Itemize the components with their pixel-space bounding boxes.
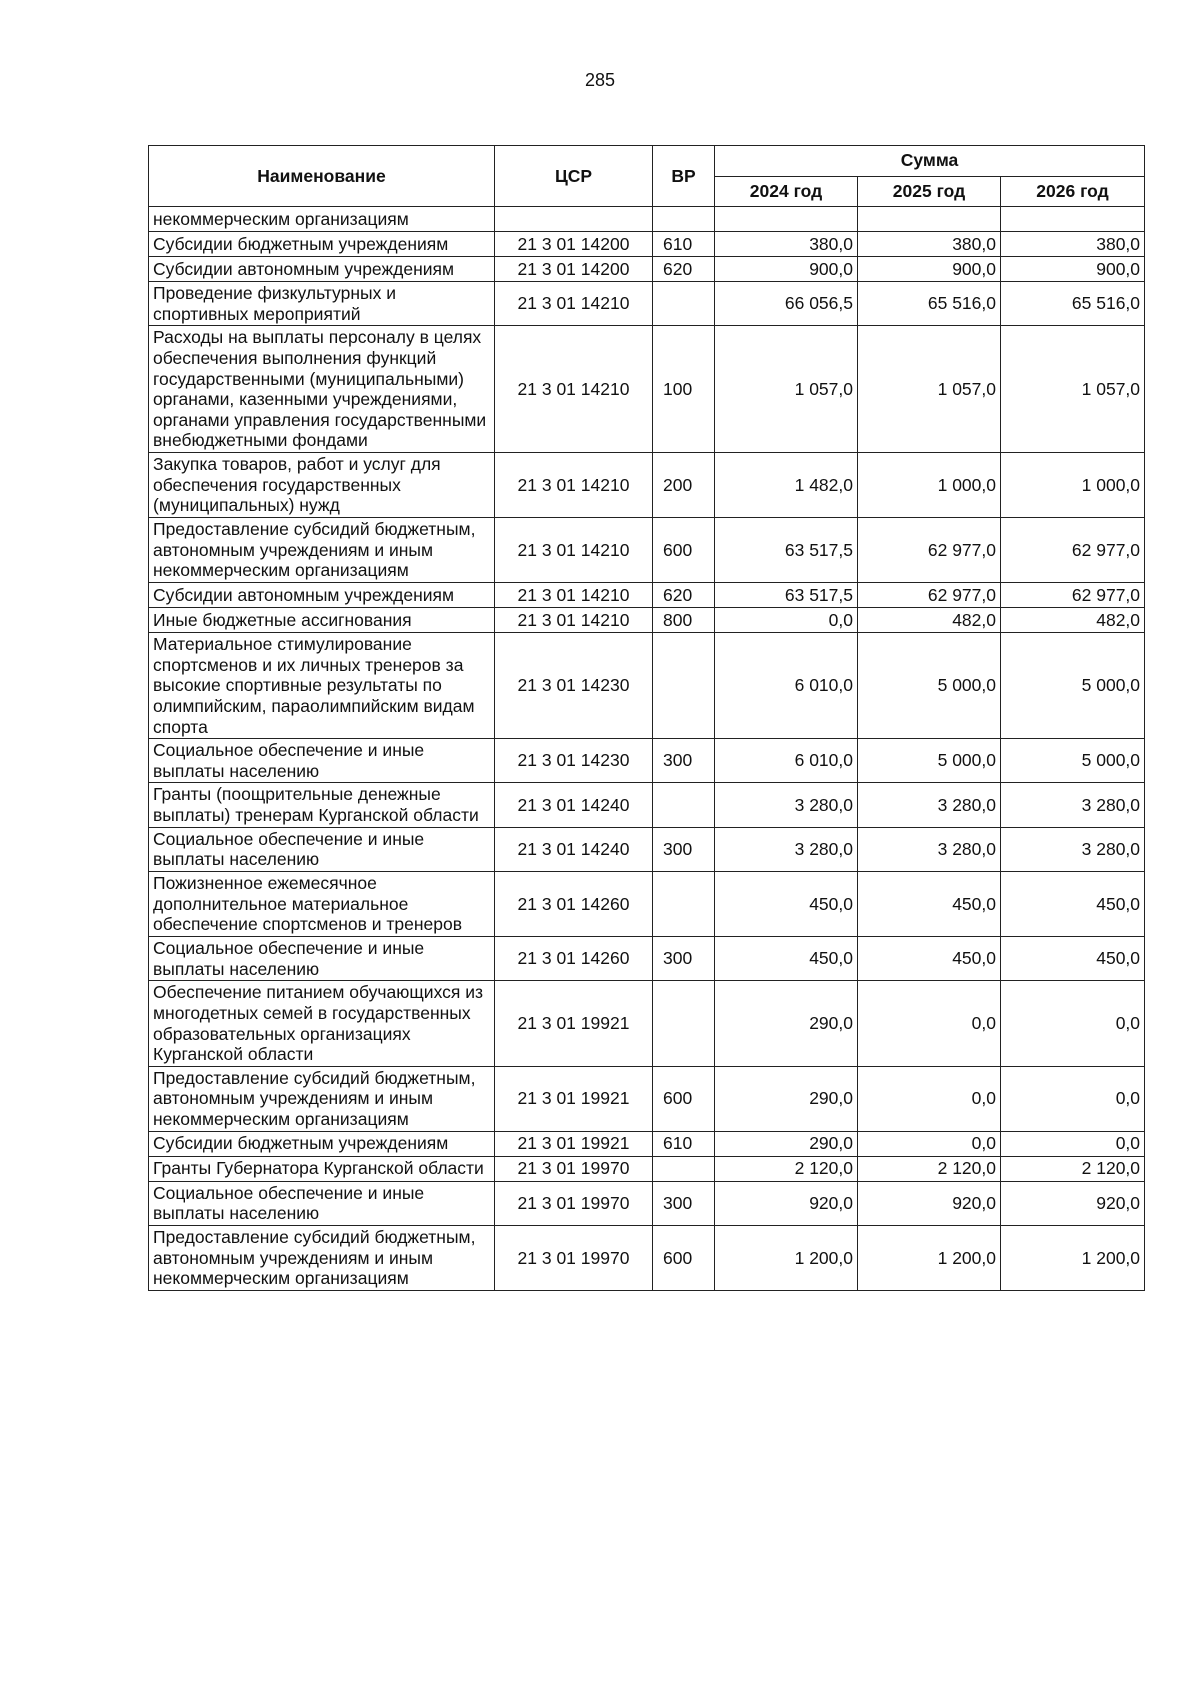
table-row [149, 827, 1145, 871]
cell-vr [653, 981, 715, 1067]
cell-2026: 0,0 [1001, 1066, 1145, 1131]
cell-vr: 600 [653, 1225, 715, 1290]
cell-2025: 0,0 [858, 1131, 1001, 1156]
cell-csr: 21 3 01 19921 [495, 981, 653, 1067]
cell-csr: 21 3 01 14260 [495, 936, 653, 980]
header-sum: Сумма [715, 146, 1145, 177]
cell-2025: 1 000,0 [858, 453, 1001, 518]
cell-csr: 21 3 01 14240 [495, 827, 653, 871]
table-row [149, 607, 1145, 632]
table-row [149, 257, 1145, 282]
cell-2024: 63 517,5 [715, 582, 858, 607]
cell-2024: 290,0 [715, 1131, 858, 1156]
table-row [149, 632, 1145, 738]
cell-vr: 600 [653, 518, 715, 583]
cell-csr: 21 3 01 14200 [495, 257, 653, 282]
header-vr: ВР [653, 146, 715, 207]
table-row [149, 282, 1145, 326]
cell-name: некоммерческим организациям [149, 207, 495, 232]
cell-vr: 300 [653, 739, 715, 783]
cell-2026: 3 280,0 [1001, 827, 1145, 871]
cell-name: Проведение физкультурных и спортивных мероприятий [149, 282, 495, 326]
cell-name: Обеспечение питанием обучающихся из многодетных семей в государственных образовательных организациях Курганской области [149, 981, 495, 1067]
table-row [149, 518, 1145, 583]
cell-2026: 5 000,0 [1001, 739, 1145, 783]
cell-2026: 2 120,0 [1001, 1156, 1145, 1181]
cell-vr [653, 1156, 715, 1181]
cell-2026 [1001, 207, 1145, 232]
table-header [149, 146, 1145, 207]
cell-2026: 450,0 [1001, 936, 1145, 980]
cell-vr [653, 872, 715, 937]
cell-2025: 3 280,0 [858, 783, 1001, 827]
cell-2026: 0,0 [1001, 1131, 1145, 1156]
header-year-2025: 2025 год [858, 176, 1001, 207]
cell-2024: 290,0 [715, 981, 858, 1067]
cell-name: Предоставление субсидий бюджетным, автономным учреждениям и иным некоммерческим организациям [149, 1225, 495, 1290]
cell-2025 [858, 207, 1001, 232]
cell-name: Социальное обеспечение и иные выплаты населению [149, 936, 495, 980]
cell-2024: 450,0 [715, 872, 858, 937]
cell-2025: 450,0 [858, 936, 1001, 980]
cell-2025: 1 057,0 [858, 326, 1001, 453]
table-row [149, 872, 1145, 937]
cell-name: Социальное обеспечение и иные выплаты населению [149, 1181, 495, 1225]
header-year-2024: 2024 год [715, 176, 858, 207]
cell-vr: 600 [653, 1066, 715, 1131]
cell-2025: 5 000,0 [858, 632, 1001, 738]
cell-vr [653, 207, 715, 232]
cell-2024: 290,0 [715, 1066, 858, 1131]
table-row [149, 1181, 1145, 1225]
cell-csr: 21 3 01 14210 [495, 582, 653, 607]
cell-csr: 21 3 01 14200 [495, 232, 653, 257]
cell-csr: 21 3 01 14230 [495, 739, 653, 783]
table-row [149, 582, 1145, 607]
table-row [149, 1225, 1145, 1290]
table-row [149, 232, 1145, 257]
cell-2026: 65 516,0 [1001, 282, 1145, 326]
cell-csr: 21 3 01 14210 [495, 518, 653, 583]
table-row [149, 783, 1145, 827]
cell-name: Предоставление субсидий бюджетным, автономным учреждениям и иным некоммерческим организациям [149, 1066, 495, 1131]
cell-2024 [715, 207, 858, 232]
cell-vr: 100 [653, 326, 715, 453]
cell-2026: 920,0 [1001, 1181, 1145, 1225]
cell-2025: 1 200,0 [858, 1225, 1001, 1290]
cell-csr: 21 3 01 19970 [495, 1181, 653, 1225]
cell-2025: 0,0 [858, 1066, 1001, 1131]
cell-2026: 0,0 [1001, 981, 1145, 1067]
cell-name: Субсидии бюджетным учреждениям [149, 1131, 495, 1156]
cell-2024: 0,0 [715, 607, 858, 632]
table-row [149, 1131, 1145, 1156]
table-row [149, 936, 1145, 980]
table-body [149, 207, 1145, 1291]
cell-csr: 21 3 01 19921 [495, 1131, 653, 1156]
cell-vr [653, 783, 715, 827]
cell-2026: 482,0 [1001, 607, 1145, 632]
cell-vr [653, 282, 715, 326]
cell-2024: 900,0 [715, 257, 858, 282]
table-row [149, 1066, 1145, 1131]
cell-csr: 21 3 01 19970 [495, 1156, 653, 1181]
cell-name: Гранты (поощрительные денежные выплаты) тренерам Курганской области [149, 783, 495, 827]
cell-2024: 380,0 [715, 232, 858, 257]
cell-vr: 300 [653, 1181, 715, 1225]
cell-2025: 900,0 [858, 257, 1001, 282]
cell-csr: 21 3 01 14210 [495, 326, 653, 453]
table-row [149, 1156, 1145, 1181]
header-name: Наименование [149, 146, 495, 207]
cell-2026: 900,0 [1001, 257, 1145, 282]
cell-name: Социальное обеспечение и иные выплаты населению [149, 739, 495, 783]
header-csr: ЦСР [495, 146, 653, 207]
cell-2025: 2 120,0 [858, 1156, 1001, 1181]
cell-csr [495, 207, 653, 232]
page-number: 285 [584, 70, 616, 90]
cell-vr: 620 [653, 582, 715, 607]
cell-2026: 450,0 [1001, 872, 1145, 937]
cell-2026: 1 200,0 [1001, 1225, 1145, 1290]
cell-name: Субсидии бюджетным учреждениям [149, 232, 495, 257]
cell-name: Предоставление субсидий бюджетным, автономным учреждениям и иным некоммерческим организациям [149, 518, 495, 583]
cell-2025: 62 977,0 [858, 518, 1001, 583]
cell-name: Пожизненное ежемесячное дополнительное материальное обеспечение спортсменов и тренеров [149, 872, 495, 937]
cell-2026: 1 057,0 [1001, 326, 1145, 453]
cell-2026: 62 977,0 [1001, 582, 1145, 607]
cell-csr: 21 3 01 19970 [495, 1225, 653, 1290]
cell-2026: 380,0 [1001, 232, 1145, 257]
cell-2024: 2 120,0 [715, 1156, 858, 1181]
cell-2024: 6 010,0 [715, 632, 858, 738]
table-row [149, 981, 1145, 1067]
cell-2025: 5 000,0 [858, 739, 1001, 783]
cell-csr: 21 3 01 14240 [495, 783, 653, 827]
cell-csr: 21 3 01 19921 [495, 1066, 653, 1131]
cell-csr: 21 3 01 14210 [495, 453, 653, 518]
cell-vr: 620 [653, 257, 715, 282]
table-row [149, 207, 1145, 232]
cell-vr: 800 [653, 607, 715, 632]
cell-2024: 450,0 [715, 936, 858, 980]
cell-vr: 300 [653, 827, 715, 871]
cell-name: Субсидии автономным учреждениям [149, 582, 495, 607]
table-row [149, 739, 1145, 783]
cell-csr: 21 3 01 14210 [495, 282, 653, 326]
cell-2024: 1 057,0 [715, 326, 858, 453]
cell-2026: 62 977,0 [1001, 518, 1145, 583]
cell-vr: 610 [653, 232, 715, 257]
cell-csr: 21 3 01 14210 [495, 607, 653, 632]
cell-2025: 65 516,0 [858, 282, 1001, 326]
cell-name: Закупка товаров, работ и услуг для обеспечения государственных (муниципальных) нужд [149, 453, 495, 518]
cell-2025: 0,0 [858, 981, 1001, 1067]
cell-name: Социальное обеспечение и иные выплаты населению [149, 827, 495, 871]
cell-2025: 450,0 [858, 872, 1001, 937]
cell-vr: 200 [653, 453, 715, 518]
cell-2024: 920,0 [715, 1181, 858, 1225]
cell-2025: 380,0 [858, 232, 1001, 257]
cell-name: Субсидии автономным учреждениям [149, 257, 495, 282]
cell-2024: 6 010,0 [715, 739, 858, 783]
cell-vr: 300 [653, 936, 715, 980]
cell-2026: 1 000,0 [1001, 453, 1145, 518]
budget-table [148, 145, 1145, 1291]
cell-2024: 1 482,0 [715, 453, 858, 518]
cell-name: Материальное стимулирование спортсменов и их личных тренеров за высокие спортивные результаты по олимпийским, параолимпийским видам спорта [149, 632, 495, 738]
cell-2025: 482,0 [858, 607, 1001, 632]
cell-vr: 610 [653, 1131, 715, 1156]
cell-2025: 3 280,0 [858, 827, 1001, 871]
cell-vr [653, 632, 715, 738]
cell-2026: 3 280,0 [1001, 783, 1145, 827]
cell-2024: 63 517,5 [715, 518, 858, 583]
cell-2026: 5 000,0 [1001, 632, 1145, 738]
cell-2024: 1 200,0 [715, 1225, 858, 1290]
cell-name: Иные бюджетные ассигнования [149, 607, 495, 632]
cell-2024: 3 280,0 [715, 827, 858, 871]
cell-name: Расходы на выплаты персоналу в целях обеспечения выполнения функций государственными (муниципальными) органами, казенными учреждениями, органами управления государственными внебюджетными фондами [149, 326, 495, 453]
table-row [149, 453, 1145, 518]
cell-2024: 3 280,0 [715, 783, 858, 827]
cell-csr: 21 3 01 14260 [495, 872, 653, 937]
cell-2025: 920,0 [858, 1181, 1001, 1225]
cell-2024: 66 056,5 [715, 282, 858, 326]
cell-name: Гранты Губернатора Курганской области [149, 1156, 495, 1181]
cell-csr: 21 3 01 14230 [495, 632, 653, 738]
header-year-2026: 2026 год [1001, 176, 1145, 207]
cell-2025: 62 977,0 [858, 582, 1001, 607]
table-row [149, 326, 1145, 453]
